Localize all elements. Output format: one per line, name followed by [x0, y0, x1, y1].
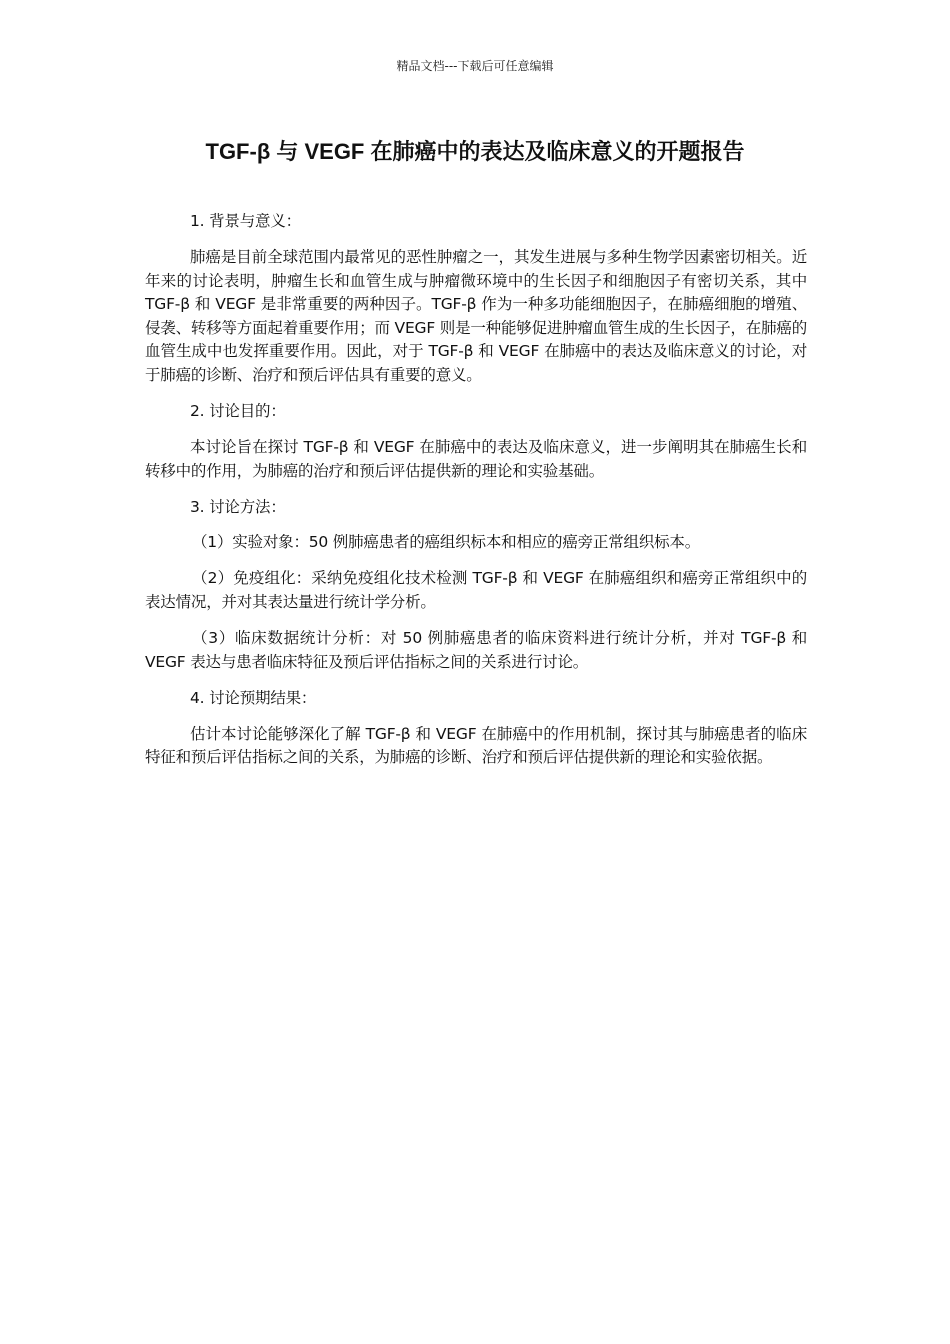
results-paragraph: 估计本讨论能够深化了解 TGF-β 和 VEGF 在肺癌中的作用机制，探讨其与肺癌患者的临床特征和预后评估指标之间的关系，为肺癌的诊断、治疗和预后评估提供新的理论和实验依据。 — [145, 724, 807, 767]
purpose-paragraph: 本讨论旨在探讨 TGF-β 和 VEGF 在肺癌中的表达及临床意义，进一步阐明其在肺癌生长和转移中的作用，为肺癌的治疗和预后评估提供新的理论和实验基础。 — [145, 437, 807, 480]
background-heading: 1. 背景与意义： — [190, 212, 301, 230]
background-paragraph: 肺癌是目前全球范围内最常见的恶性肿瘤之一，其发生进展与多种生物学因素密切相关。近年来的讨论表明，肿瘤生长和血管生成与肿瘤微环境中的生长因子和细胞因子有密切关系，其中 TGF-β 和 VEGF 是非常重要的两种因子。TGF-β 作为一种多功能细胞因子，在肺癌细胞的增殖、侵袭、转移等方面起着重要作用；而 VEGF 则是一种能够促进肿瘤血管生成的生长因子，在肺癌的血管生成中也发挥重要作用。因此，对于 TGF-β 和 VEGF 在肺癌中的表达及临床意义的讨论，对于肺癌的诊断、治疗和预后评估具有重要的意义。 — [145, 247, 807, 384]
document-title: TGF-β 与 VEGF 在肺癌中的表达及临床意义的开题报告 — [205, 139, 745, 164]
method-item-immunohistochemistry: （2）免疫组化：采纳免疫组化技术检测 TGF-β 和 VEGF 在肺癌组织和癌旁正常组织中的表达情况，并对其表达量进行统计学分析。 — [145, 569, 807, 612]
document-body — [145, 210, 807, 782]
purpose-heading: 2. 讨论目的： — [190, 401, 286, 420]
method-item-subjects: （1）实验对象：50 例肺癌患者的癌组织标本和相应的癌旁正常组织标本。 — [192, 533, 701, 552]
results-heading: 4. 讨论预期结果： — [190, 688, 317, 707]
header-note: 精品文档---下载后可任意编辑 — [396, 59, 554, 73]
method-item-statistics: （3）临床数据统计分析：对 50 例肺癌患者的临床资料进行统计分析，并对 TGF-β 和 VEGF 表达与患者临床特征及预后评估指标之间的关系进行讨论。 — [145, 629, 807, 671]
methods-heading: 3. 讨论方法： — [190, 497, 286, 516]
